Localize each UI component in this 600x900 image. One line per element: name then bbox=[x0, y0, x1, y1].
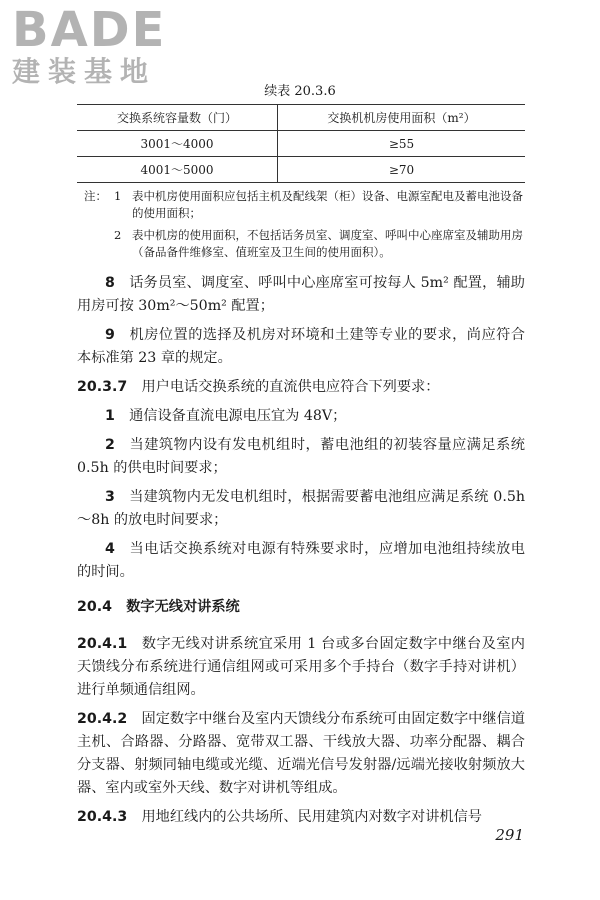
note-text: 表中机房的使用面积，不包括话务员室、调度室、呼叫中心座席室及辅助用房（备品备件维修室、值班室及卫生间的使用面积）。 bbox=[132, 228, 523, 259]
section-title: 数字无线对讲系统 bbox=[126, 599, 240, 615]
clause-20-4-1 bbox=[77, 633, 525, 702]
table-cell: 3001～4000 bbox=[77, 131, 278, 157]
bade-logo bbox=[12, 2, 182, 88]
table-row bbox=[77, 131, 525, 157]
clause-text: 用地红线内的公共场所、民用建筑内对数字对讲机信号 bbox=[141, 809, 482, 825]
paragraph-9 bbox=[77, 324, 525, 370]
item-text: 当建筑物内无发电机组时，根据需要蓄电池组应满足系统 0.5h～8h 的放电时间要求； bbox=[77, 489, 525, 528]
body-text bbox=[77, 272, 525, 835]
paragraph-text: 机房位置的选择及机房对环境和土建等专业的要求，尚应符合本标准第 23 章的规定。 bbox=[77, 327, 525, 366]
table-cell: 4001～5000 bbox=[77, 157, 278, 183]
clause-number: 20.4.2 bbox=[77, 711, 128, 727]
note-item bbox=[84, 227, 524, 261]
clause-item-1 bbox=[77, 405, 525, 428]
paragraph-8 bbox=[77, 272, 525, 318]
note-text: 表中机房使用面积应包括主机及配线架（柜）设备、电源室配电及蓄电池设备的使用面积； bbox=[132, 189, 523, 220]
table-header-area: 交换机机房使用面积（m²） bbox=[278, 105, 525, 131]
item-text: 当电话交换系统对电源有特殊要求时，应增加电池组持续放电的时间。 bbox=[77, 541, 525, 580]
clause-item-2 bbox=[77, 434, 525, 480]
item-number: 9 bbox=[105, 327, 115, 343]
table-header-row bbox=[77, 105, 525, 131]
clause-text: 用户电话交换系统的直流供电应符合下列要求： bbox=[141, 379, 440, 395]
item-number: 8 bbox=[105, 275, 115, 291]
note-number: 1 bbox=[114, 189, 122, 203]
clause-20-3-7 bbox=[77, 376, 525, 399]
section-heading bbox=[77, 596, 525, 619]
clause-text: 数字无线对讲系统宜采用 1 台或多台固定数字中继台及室内天馈线分布系统进行通信组网或可采用多个手持台（数字手持对讲机）进行单频通信组网。 bbox=[77, 636, 525, 698]
item-number: 4 bbox=[105, 541, 115, 557]
clause-text: 固定数字中继台及室内天馈线分布系统可由固定数字中继信道主机、合路器、分路器、宽带双工器、干线放大器、功率分配器、耦合分支器、射频同轴电缆或光缆、近端光信号发射器/远端光接收射频放大器、室内或室外天线、数字对讲机等组成。 bbox=[77, 711, 525, 796]
item-number: 1 bbox=[105, 408, 115, 424]
logo-wordmark: BADE bbox=[12, 2, 167, 58]
table-cell: ≥55 bbox=[278, 131, 525, 157]
note-number: 2 bbox=[114, 228, 122, 242]
clause-20-4-3 bbox=[77, 806, 525, 829]
clause-20-4-2 bbox=[77, 708, 525, 800]
table-title: 续表 20.3.6 bbox=[264, 84, 336, 99]
page-number: 291 bbox=[495, 826, 524, 844]
item-text: 通信设备直流电源电压宜为 48V； bbox=[129, 408, 347, 424]
clause-item-4 bbox=[77, 538, 525, 584]
clause-number: 20.4.1 bbox=[77, 636, 128, 652]
note-item bbox=[84, 188, 524, 222]
clause-number: 20.4.3 bbox=[77, 809, 128, 825]
capacity-area-table bbox=[77, 104, 525, 183]
table-header-capacity: 交换系统容量数（门） bbox=[77, 105, 278, 131]
item-text: 当建筑物内设有发电机组时，蓄电池组的初装容量应满足系统 0.5h 的供电时间要求； bbox=[77, 437, 525, 476]
clause-number: 20.3.7 bbox=[77, 379, 128, 395]
item-number: 3 bbox=[105, 489, 115, 505]
clause-item-3 bbox=[77, 486, 525, 532]
table-notes bbox=[84, 188, 524, 266]
paragraph-text: 话务员室、调度室、呼叫中心座席室可按每人 5m² 配置，辅助用房可按 30m²～50m² 配置； bbox=[77, 275, 525, 314]
table-cell: ≥70 bbox=[278, 157, 525, 183]
section-number: 20.4 bbox=[77, 599, 113, 615]
logo-subtitle: 建装基地 bbox=[12, 55, 157, 88]
table-row bbox=[77, 157, 525, 183]
note-label: 注： bbox=[84, 189, 107, 203]
item-number: 2 bbox=[105, 437, 115, 453]
